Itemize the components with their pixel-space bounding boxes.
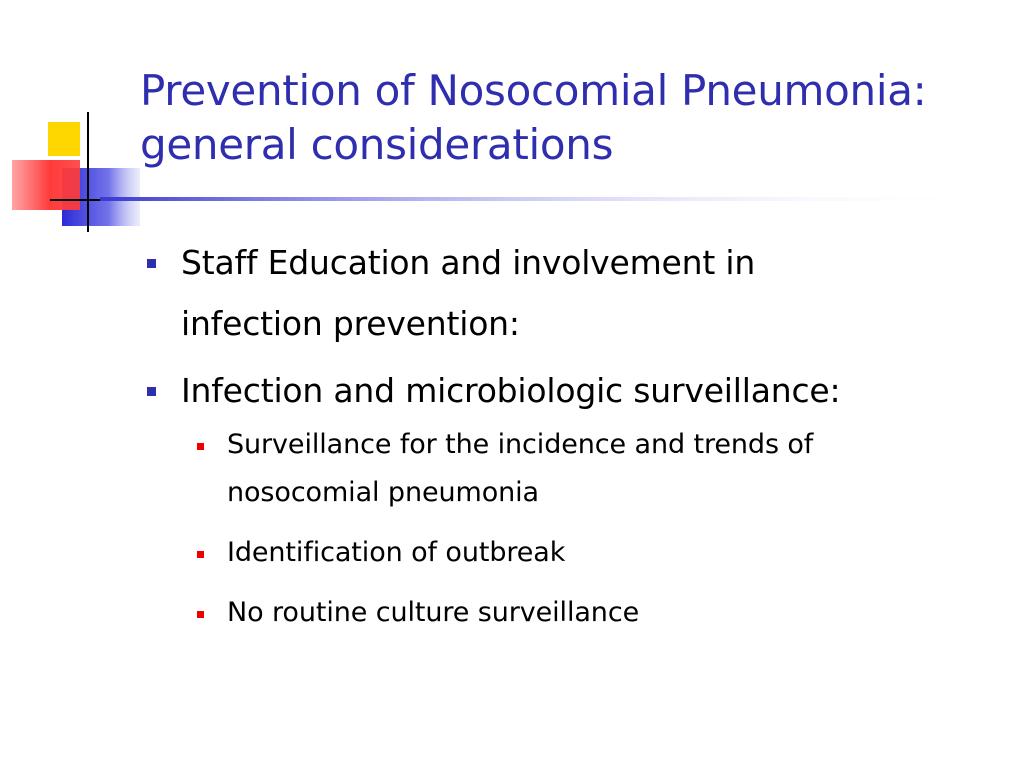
square-bullet-icon [197, 611, 204, 618]
slide-title [140, 64, 1010, 172]
sub-bullet-text-line: Surveillance for the incidence and trends of [227, 429, 814, 460]
yellow-square [48, 122, 80, 156]
title-underline [100, 196, 980, 202]
bullet-text-line: infection prevention: [181, 304, 520, 343]
sub-bullet-item [145, 421, 1005, 517]
bullet-item [145, 360, 1005, 637]
bullet-item [145, 232, 1005, 354]
square-bullet-icon [147, 259, 156, 268]
slide-title-line-1: Prevention of Nosocomial Pneumonia: [140, 66, 927, 115]
slide-title-line-2: general considerations [140, 120, 614, 169]
sub-bullet-item [145, 529, 1005, 577]
bullet-text-line: Staff Education and involvement in [181, 243, 756, 282]
red-square [12, 160, 80, 210]
sub-bullet-text-line: nosocomial pneumonia [227, 477, 539, 508]
sub-bullet-list [145, 421, 1005, 637]
sub-bullet-text-line: No routine culture surveillance [227, 597, 640, 628]
square-bullet-icon [197, 443, 204, 450]
bullet-list [145, 232, 1005, 637]
bullet-text-line: Infection and microbiologic surveillance: [181, 371, 841, 410]
sub-bullet-text-line: Identification of outbreak [227, 537, 566, 568]
square-bullet-icon [197, 551, 204, 558]
sub-bullet-item [145, 589, 1005, 637]
corner-decoration [0, 0, 150, 240]
square-bullet-icon [147, 387, 156, 396]
